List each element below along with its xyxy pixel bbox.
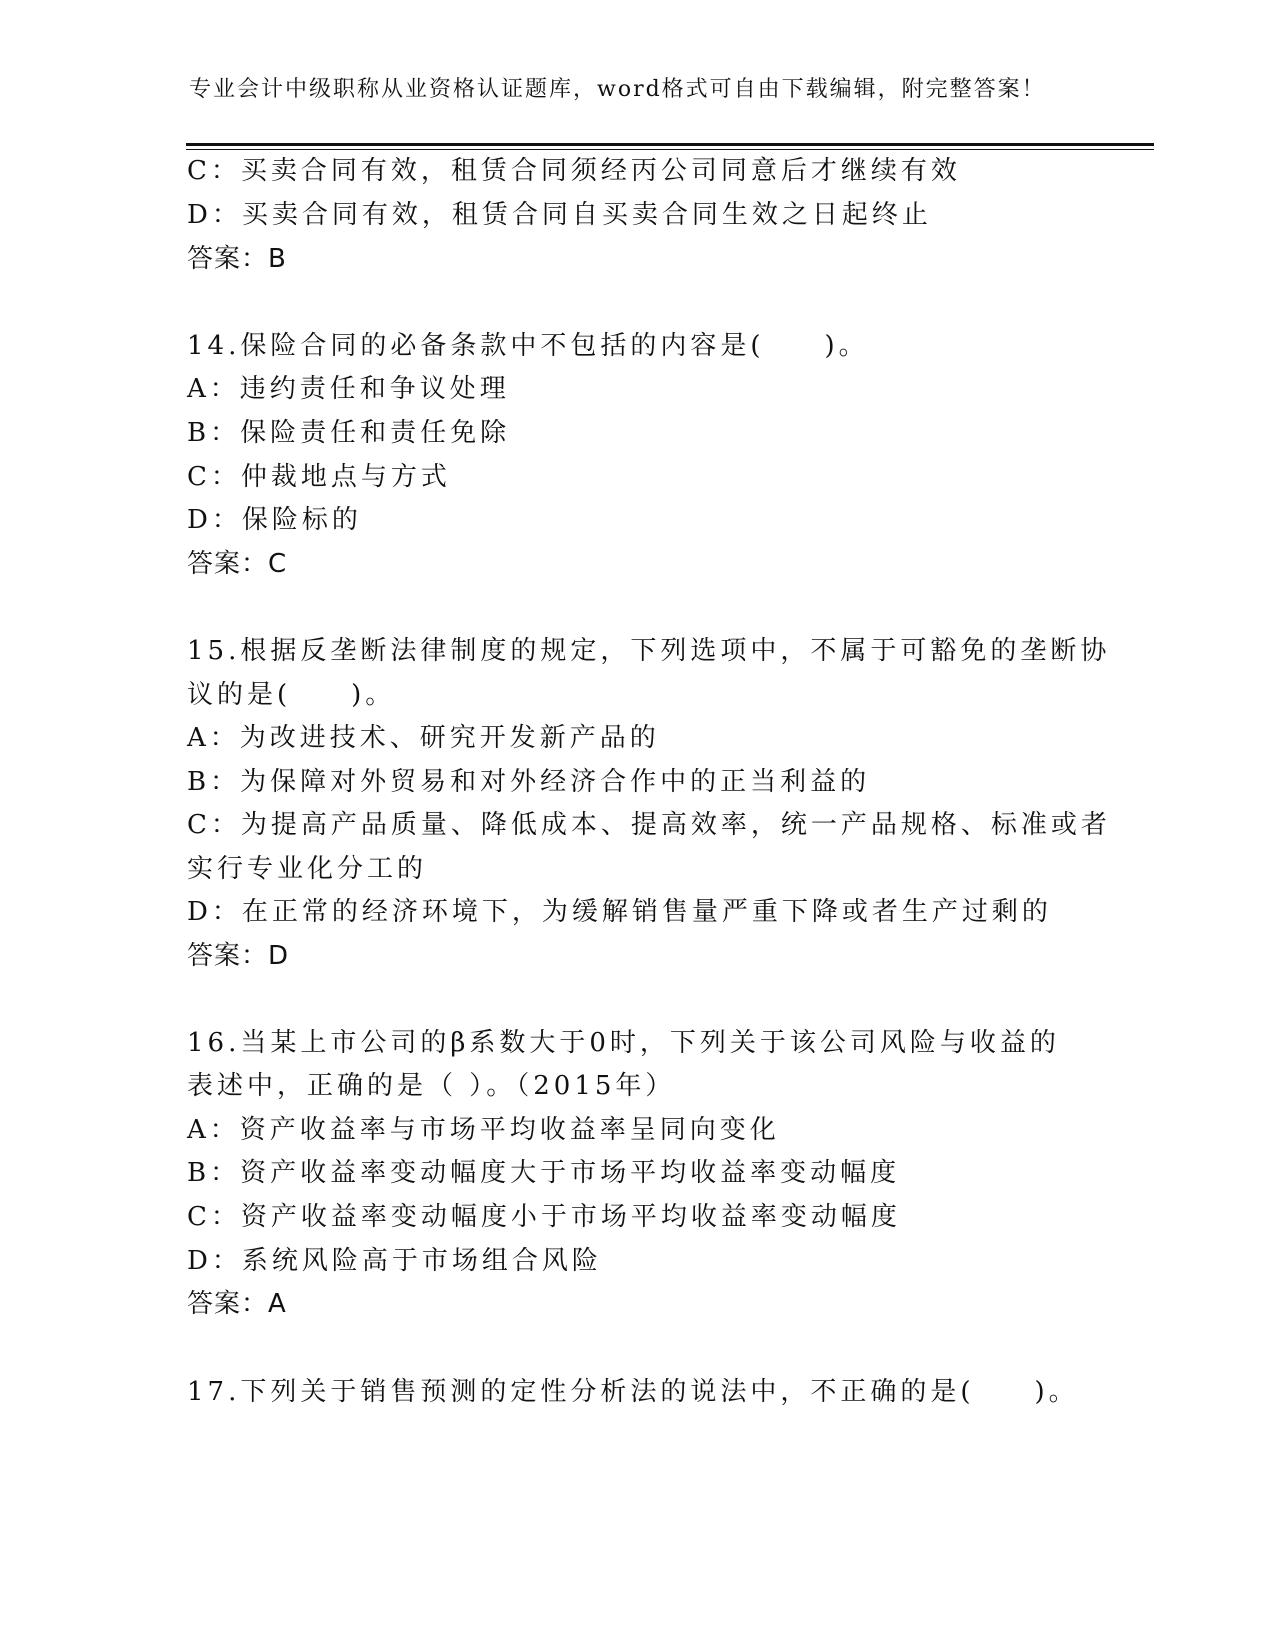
question-stem-continued: 议的是( )。 xyxy=(187,680,396,710)
option-d: D：买卖合同有效，租赁合同自买卖合同生效之日起终止 xyxy=(187,200,932,230)
page-header: 专业会计中级职称从业资格认证题库，word格式可自由下载编辑，附完整答案！ xyxy=(189,77,1046,102)
option-d: D：在正常的经济环境下，为缓解销售量严重下降或者生产过剩的 xyxy=(187,897,1052,927)
question-stem: 16.当某上市公司的β系数大于0时，下列关于该公司风险与收益的 xyxy=(187,1028,1060,1058)
option-a: A：资产收益率与市场平均收益率呈同向变化 xyxy=(187,1115,780,1145)
answer-line: 答案：B xyxy=(187,244,287,274)
option-b: B：保险责任和责任免除 xyxy=(187,418,511,448)
option-d: D：系统风险高于市场组合风险 xyxy=(187,1246,602,1276)
option-a: A：为改进技术、研究开发新产品的 xyxy=(187,723,660,753)
option-c: C：为提高产品质量、降低成本、提高效率，统一产品规格、标准或者 xyxy=(187,810,1111,840)
question-stem-continued: 表述中，正确的是（ ）。（2015年） xyxy=(187,1071,676,1101)
header-divider-thin xyxy=(186,149,1154,150)
option-a: A：违约责任和争议处理 xyxy=(187,374,510,404)
answer-line: 答案：A xyxy=(187,1289,287,1319)
header-divider-thick xyxy=(186,143,1154,146)
option-c: C：买卖合同有效，租赁合同须经丙公司同意后才继续有效 xyxy=(187,156,961,186)
answer-line: 答案：C xyxy=(187,549,288,579)
option-c-continued: 实行专业化分工的 xyxy=(187,854,428,884)
answer-line: 答案：D xyxy=(187,941,290,971)
option-b: B：资产收益率变动幅度大于市场平均收益率变动幅度 xyxy=(187,1158,901,1188)
option-c: C：仲裁地点与方式 xyxy=(187,462,451,492)
question-stem: 15.根据反垄断法律制度的规定，下列选项中，不属于可豁免的垄断协 xyxy=(187,636,1111,666)
question-stem: 17.下列关于销售预测的定性分析法的说法中，不正确的是( )。 xyxy=(187,1377,1079,1407)
question-stem: 14.保险合同的必备条款中不包括的内容是( )。 xyxy=(187,331,869,361)
option-d: D：保险标的 xyxy=(187,505,362,535)
option-b: B：为保障对外贸易和对外经济合作中的正当利益的 xyxy=(187,767,871,797)
option-c: C：资产收益率变动幅度小于市场平均收益率变动幅度 xyxy=(187,1202,901,1232)
